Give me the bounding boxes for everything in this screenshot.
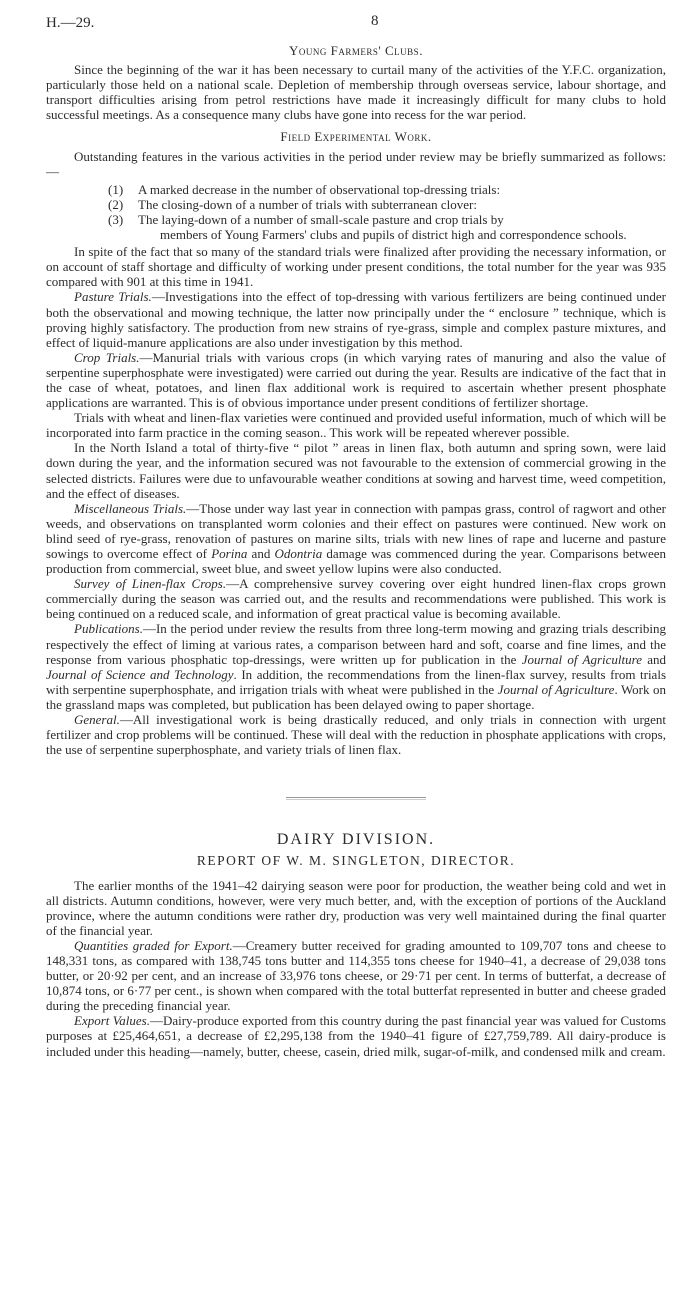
publications-title: Publications. [74,621,143,637]
flax-survey-paragraph [46,576,666,621]
dairy-season-paragraph: The earlier months of the 1941–42 dairying season were poor for production, the weather being cold and wet in all districts. Autumn conditions, however, were very much better, and, with the exception of portions of the Auckland province, where the autumn conditions were rather dry, production was very well maintained during the final quarter of the financial year. [46,877,666,938]
young-farmers-heading: Young Farmers' Clubs. [289,43,423,58]
pasture-trials-paragraph [46,289,666,349]
list-item-text: The closing-down of a number of trials with subterranean clover: [138,196,477,212]
list-item-continuation: members of Young Farmers' clubs and pupils of district high and correspondence schools. [160,227,627,243]
journal-science-technology: Journal of Science and Technology [46,666,234,682]
dairy-division-title: DAIRY DIVISION. [276,831,436,849]
field-work-heading: Field Experimental Work. [280,129,432,145]
miscellaneous-trials-title: Miscellaneous Trials. [74,500,187,516]
miscellaneous-trials-paragraph [46,501,666,576]
journal-agriculture-2: Journal of Agriculture [497,681,615,697]
miscellaneous-text-b: damage was commenced during the year. Comparisons between production from commercial, sweet blue, and sweet yellow lupins were also conducted. [46,546,666,577]
wheat-flax-paragraph: Trials with wheat and linen-flax varieties were continued and provided useful information, much of which will be incorporated into farm practice in the coming season.. This work will be repeated wherever possible. [46,410,666,441]
publications-paragraph [46,621,666,712]
journal-agriculture: Journal of Agriculture [521,651,642,667]
pasture-trials-text: —Investigations into the effect of top-dressing with various fertilizers are being continued under both the observational and mowing technique, the latter now principally under the “ enclosure ” technique, which is proving highly satisfactory. The production from new strains of rye-grass, simple and complex pasture mixtures, and effect of liquid-manure applications are also under investigation by this method. [46,289,666,350]
flax-survey-text: —A comprehensive survey covering over eight hundred linen-flax crops grown commercially during the season was carried out, and the results and recommendations were published. This work is being continued on a reduced scale, and information of great practical value is becoming available. [46,576,666,622]
page-header [46,14,666,36]
list-item [108,182,666,197]
general-paragraph [46,712,666,757]
north-island-paragraph: In the North Island a total of thirty-five “ pilot ” areas in linen flax, both autumn and spring sown, were laid down during the year, and the information secured was not favourable to the extension of commercial growing in the selected districts. Failures were due to unfavourable weather conditions at sowing and harvest time, weed competition, and the effect of diseases. [46,440,666,501]
list-item-number: (2) [108,196,124,212]
general-title: General. [74,712,120,728]
export-quantities-text: —Creamery butter received for grading amounted to 109,707 tons and cheese to 148,331 tons, as compared with 138,745 tons butter and 114,355 tons cheese for 1940–41, a decrease of 29,038 tons butter, or 20·92 per cent, and an increase of 33,976 tons cheese, or 29·71 per cent. In terms of butterfat, a decrease of 10,874 tons, or 6·77 per cent., is shown when compared with the total butterfat represented in butter and cheese graded during the preceding financial year. [46,937,667,1014]
odontria-term: Odontria [274,546,323,561]
publications-text-a: —In the period under review the results from three long-term mowing and grazing trials describing respectively the effect of liming at various rates, a comparison between hard and soft, coarse and fine limes, and the response from various phosphatic top-dressings, were written up for publication in the [46,621,666,667]
publications-text-c: . Work on the grassland maps was completed, but publication has been delayed owing to paper shortage. [46,681,666,712]
list-item-text: The laying-down of a number of small-scale pasture and crop trials by [138,211,504,227]
export-quantities-paragraph [46,938,666,1013]
list-item-text: A marked decrease in the number of observational top-dressing trials: [138,181,501,197]
publications-text-b: . In addition, the recommendations from the linen-flax survey, results from trials with serpentine superphosphate, and irrigation trials with wheat were published in the [46,666,666,697]
list-item [108,212,666,242]
pasture-trials-title: Pasture Trials. [74,289,152,305]
document-code: H.—29. [46,15,95,31]
export-values-paragraph [46,1013,666,1058]
list-item-number: (1) [108,181,124,197]
miscellaneous-text-a: —Those under way last year in connection with pampas grass, control of ragwort and other weeds, and observations on transplanted worm colonies and their effect on pastures were continued. New work on blind seed of rye-grass, renovation of pastures on marine silts, trials with new lines of rape and lucerne and pasture sowings to overcome effect of [46,500,666,561]
list-item-number: (3) [108,211,124,227]
crop-trials-paragraph [46,350,666,410]
dairy-report-subtitle: REPORT OF W. M. SINGLETON, DIRECTOR. [196,853,516,869]
conjunction: and [641,651,666,667]
export-values-title: Export Values. [74,1013,150,1029]
page-number: 8 [371,13,379,29]
export-quantities-title: Quantities graded for Export. [74,937,233,953]
section-divider [286,797,426,800]
conjunction: and [247,546,275,561]
flax-survey-title: Survey of Linen-flax Crops. [74,576,227,592]
features-list [108,182,666,242]
total-trials-paragraph: In spite of the fact that so many of the standard trials were finalized after providing the necessary information, or on account of staff shortage and difficulty of working under present conditions, the total number for the year was 935 compared with 901 at this time in 1941. [46,244,666,290]
crop-trials-title: Crop Trials. [74,349,140,365]
crop-trials-text: —Manurial trials with various crops (in which varying rates of manuring and also the value of serpentine superphosphate were investigated) were carried out during the year. Results are indicative of the fact that in the case of wheat, potatoes, and linen flax additional work is required to ascertain whether present phosphate applications are warranted. This is of obvious importance under present conditions of fertilizer shortage. [46,349,666,411]
field-intro-paragraph: Outstanding features in the various activities in the period under review may be briefly summarized as follows: — [46,148,666,179]
list-item [108,197,666,212]
export-values-text: —Dairy-produce exported from this country during the past financial year was valued for Customs purposes at £25,464,651, a decrease of £2,295,138 from the 1940–41 figure of £27,759,789. All dairy-produce is included under this heading—namely, butter, cheese, casein, dried milk, sugar-of-milk, and condensed milk and cream. [46,1013,666,1059]
general-text: —All investigational work is being drastically reduced, and only trials in connection with urgent fertilizer and crop problems will be continued. These will deal with the reduction in phosphate applications with crops, the use of serpentine superphosphate, and variety trials of linen flax. [46,712,666,758]
porina-term: Porina [211,546,248,561]
young-farmers-paragraph: Since the beginning of the war it has been necessary to curtail many of the activities of the Y.F.C. organization, particularly those held on a national scale. Depletion of membership through overseas service, labour shortage, and transport difficulties arising from petrol restrictions have made it increasingly difficult for many clubs to hold successful meetings. As a consequence many clubs have gone into recess for the war period. [46,62,666,123]
